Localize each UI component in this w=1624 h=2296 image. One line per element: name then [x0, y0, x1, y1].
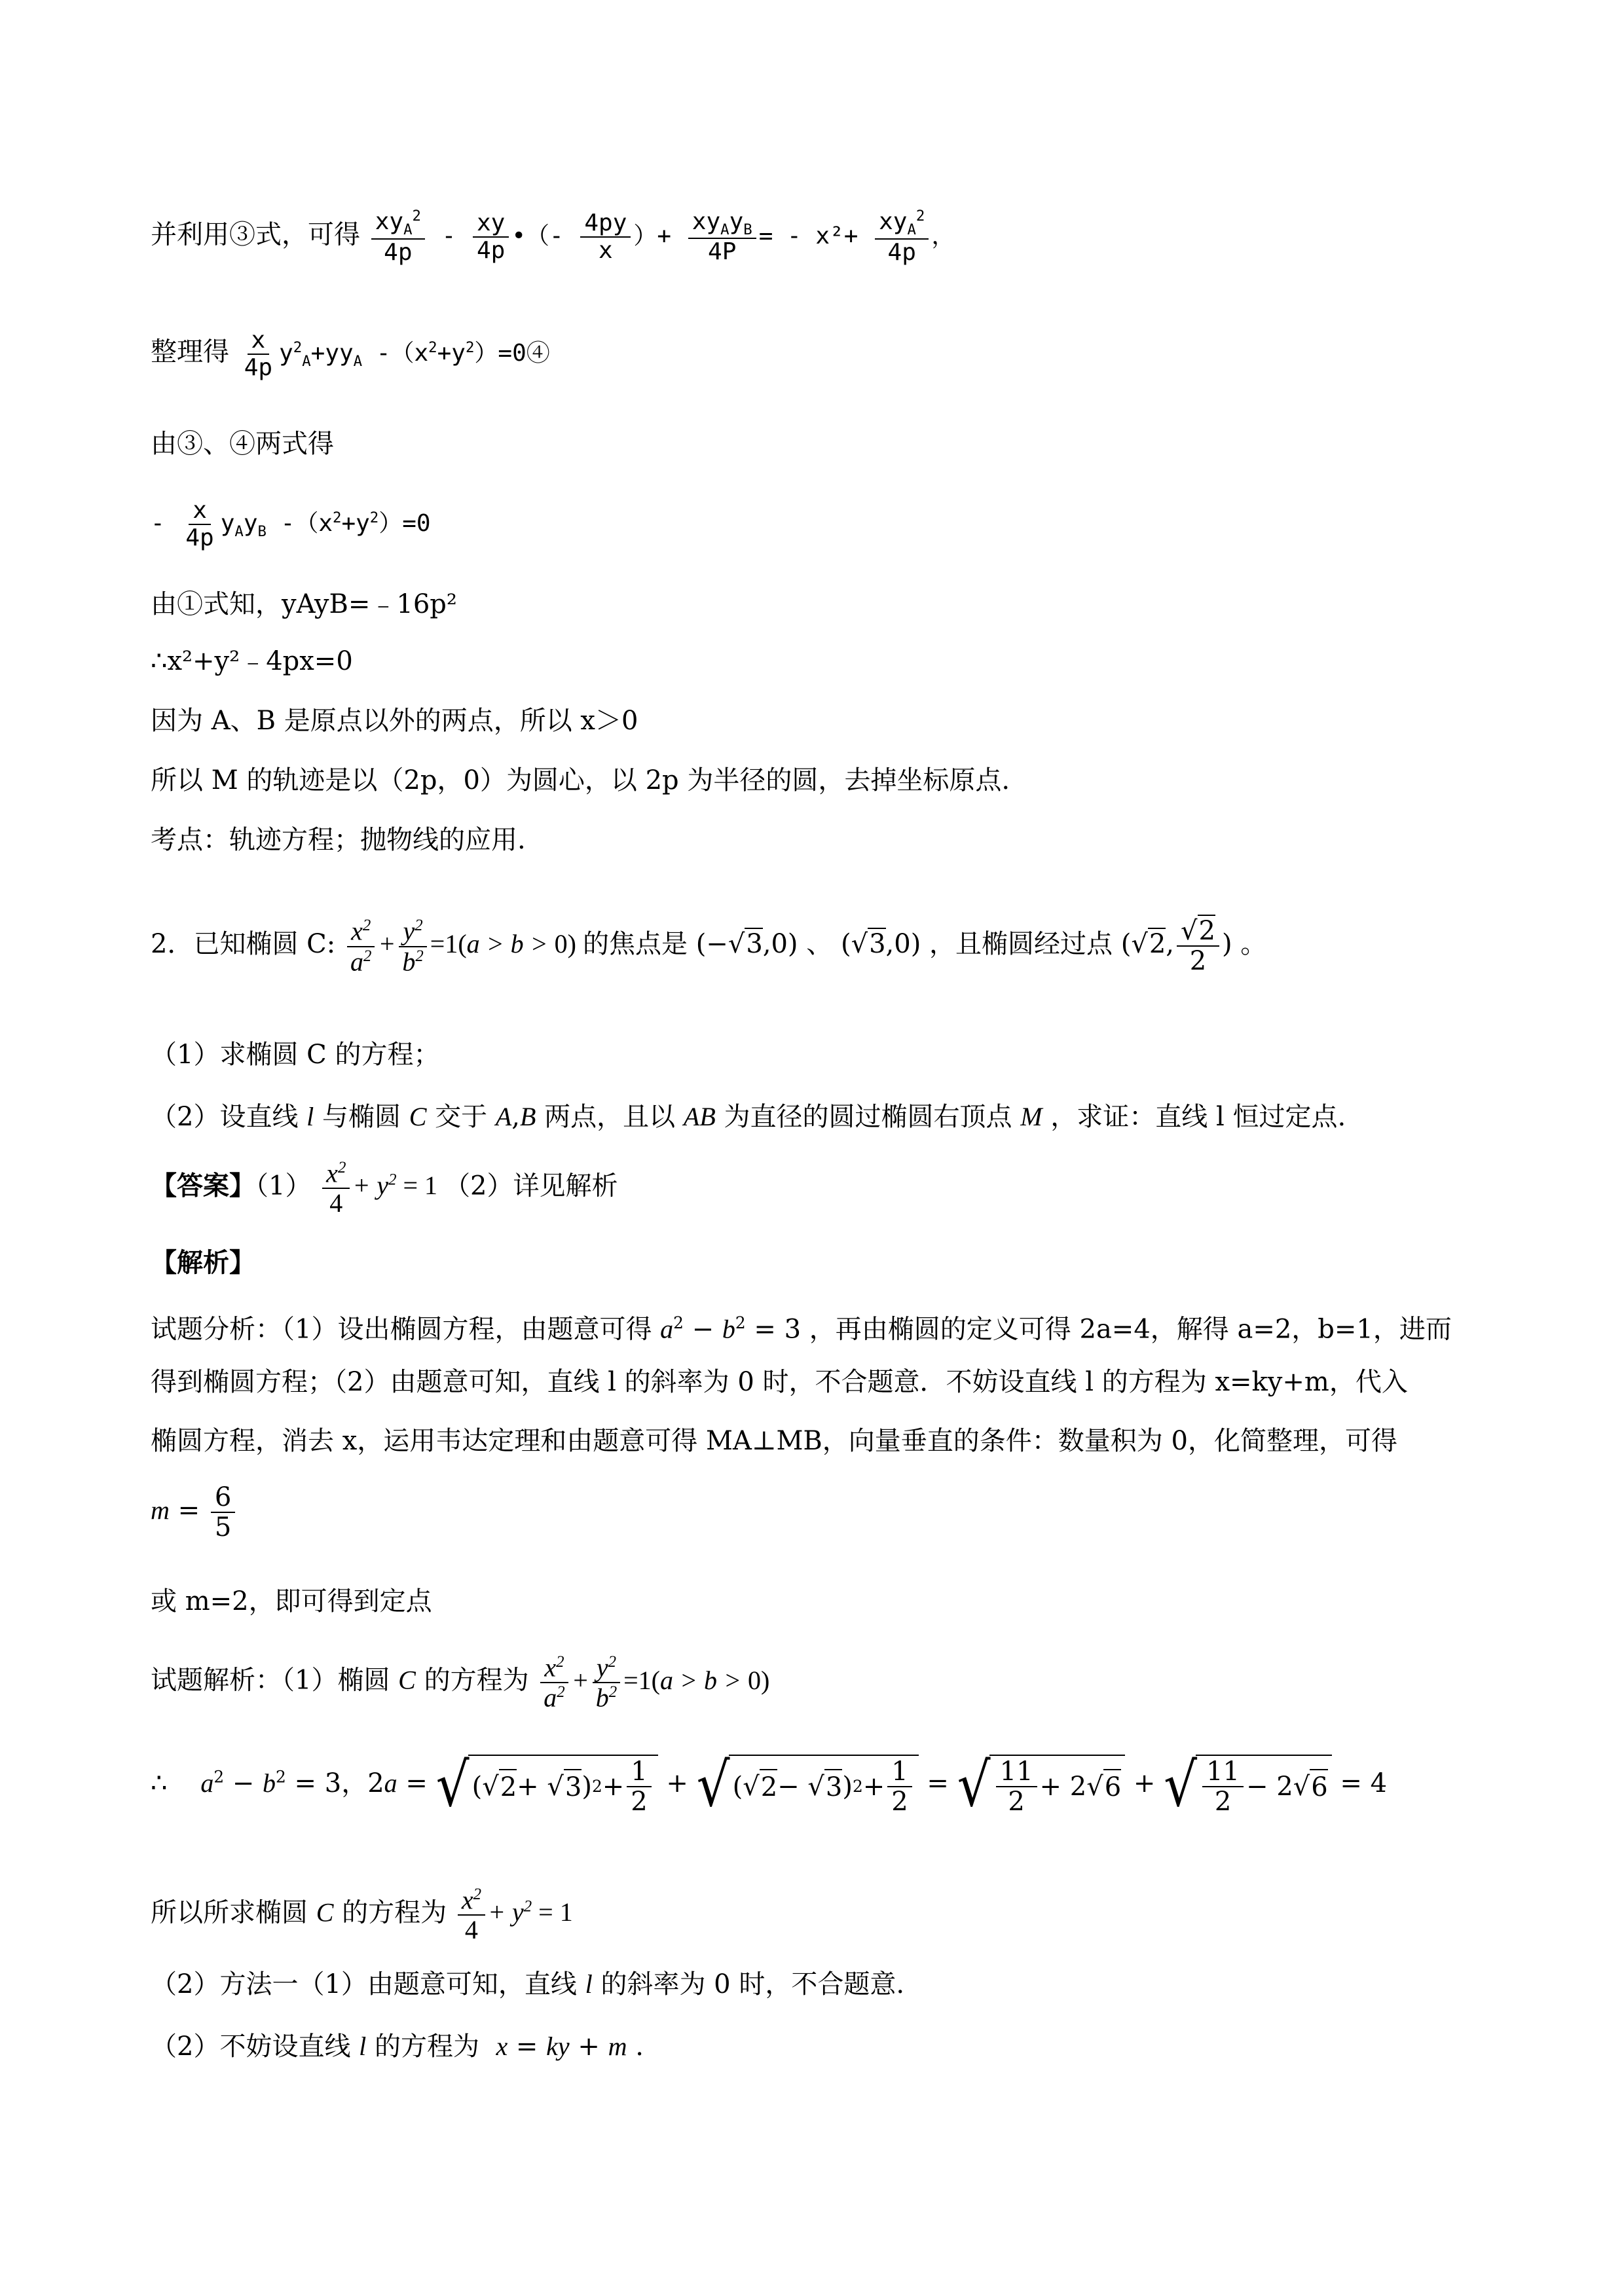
text-line: 由③、④两式得: [151, 429, 334, 459]
answer-label: 【答案】: [151, 1170, 255, 1201]
text: （2）不妨设直线: [151, 2032, 351, 2062]
text: 的方程为: [342, 1897, 447, 1928]
text: （2）详见解析: [444, 1171, 618, 1201]
text: 的斜率为 0 时，不合题意.: [600, 1969, 905, 1999]
solution-line-2: ∴ $a^2 - b^2 = 3$，2a = √ (√ 2 + √ 3 ) 2 + $\frac{1}{2}$ + √ (√ 2 − √ 3 ) 2 + $\frac{1}{2}$ = √ $\frac{11}{2}$ + 2√ 6 + √ $\frac{11}{2}$ − 2√ 6 = 4: [151, 1749, 1388, 1820]
text: ，再由椭圆的定义可得 2a=4，解得 a=2，b=1，进而: [809, 1314, 1452, 1345]
ellipse-equation: $\frac{x^2}{a^2}$ + $\frac{y^2}{b^2}$ =1(a > b > 0): [344, 929, 583, 958]
formula-image-3: - $\frac{x}{4p}$ $y_Ay_B$ $-(x^2+y^2)=0$: [151, 497, 431, 551]
text: 的方程为: [424, 1665, 529, 1696]
text-line: 由①式知，yAyB=﹣16p²: [151, 589, 457, 619]
derivation-line-4: [151, 498, 431, 551]
analysis-para-3: 椭圆方程，消去 x，运用韦达定理和由题意可得 MA⊥MB，向量垂直的条件：数量积为 0，化简整理，可得: [151, 1426, 1397, 1456]
text: 的焦点是: [582, 929, 688, 959]
text-line: 所以 M 的轨迹是以（2p，0）为圆心，以 2p 为半径的圆，去掉坐标原点.: [151, 765, 1010, 795]
text: 的方程为: [375, 2032, 480, 2062]
answer-equation: $\frac{x^2}{4}$ + $y^2 = 1$: [320, 1171, 444, 1200]
analysis-para-2: 得到椭圆方程；（2）由题意可知，直线 l 的斜率为 0 时，不合题意．不妨设直线 l 的方程为 x=ky+m，代入: [151, 1367, 1408, 1397]
text-line: 考点：轨迹方程；抛物线的应用.: [151, 825, 526, 855]
text: （1）: [255, 1171, 312, 1201]
text: 、: [806, 929, 833, 959]
text: 整理得: [151, 337, 229, 367]
problem-2-stem: [151, 917, 1266, 976]
text: ∴: [151, 1768, 168, 1798]
text: ，且椭圆经过点: [929, 929, 1113, 959]
text-line: 因为 A、B 是原点以外的两点，所以 x＞0: [151, 706, 638, 736]
text: ，求证：直线 l 恒过定点.: [1050, 1102, 1346, 1132]
derivation-line-1: [151, 208, 955, 265]
solution-line-5: （2）不妨设直线 l 的方程为 x = ky + m .: [151, 2032, 644, 2062]
formula-image-2: $\frac{x}{4p}$ $y^2_A+yy_A$ $-(x^2+y^2)=0④$: [244, 327, 550, 381]
solution-line-3: 所以所求椭圆 C 的方程为 $\frac{x^2}{4}$ + $y^2 = 1$: [151, 1885, 573, 1945]
derivation-line-2: [151, 327, 550, 380]
text: =0: [402, 509, 431, 537]
analysis-para-1: 试题分析：（1）设出椭圆方程，由题意可得 $a^2 - b^2 = 3$ ，再由椭圆的定义可得 2a=4，解得 a=2，b=1，进而: [151, 1313, 1452, 1345]
focus-2: (√3,0): [840, 929, 921, 959]
text: 两点，且以: [544, 1102, 676, 1132]
text-line: ∴x²+y²﹣4px=0: [151, 646, 353, 676]
text: 试题分析：（1）设出椭圆方程，由题意可得: [151, 1314, 652, 1345]
question-1: （1）求椭圆 C 的方程；: [151, 1040, 440, 1070]
analysis-title: 【解析】: [151, 1247, 255, 1278]
solution-line-4: （2）方法一（1）由题意可知，直线 l 的斜率为 0 时，不合题意.: [151, 1969, 905, 1999]
text: 试题解析：（1）椭圆: [151, 1665, 390, 1696]
text: （2）设直线: [151, 1102, 299, 1132]
text: 。: [1240, 929, 1267, 959]
text: 与椭圆: [322, 1102, 401, 1132]
analysis-para-4: m = $\frac{6}{5}$: [151, 1483, 238, 1542]
text: 交于: [435, 1102, 488, 1132]
text: 2．已知椭圆 C:: [151, 929, 336, 959]
focus-1: (−√3,0): [695, 929, 798, 959]
text: （2）方法一（1）由题意可知，直线: [151, 1969, 577, 1999]
text: =0④: [498, 339, 550, 367]
point-on-ellipse: (√2, $\frac{√2}{2}$ ): [1120, 916, 1232, 976]
text: 为直径的圆过椭圆右顶点: [724, 1102, 1012, 1132]
analysis-para-5: 或 m=2，即可得到定点: [151, 1586, 432, 1616]
text: 并利用③式，可得: [151, 219, 360, 250]
text: 所以所求椭圆: [151, 1897, 308, 1928]
formula-image-1: $\frac{xy_A^2}{4p}$ - $\frac{xy}{4p}$ •（- $\frac{4py}{x}$ ）+ $\frac{xy_Ay_B}{4P}$ = - x²+ $\frac{xy_A^2}{4p}$ ，: [369, 223, 955, 249]
answer-line: [151, 1159, 618, 1218]
question-2: （2）设直线 l 与椭圆 C 交于 A,B 两点，且以 AB 为直径的圆过椭圆右顶点 M ，求证：直线 l 恒过定点.: [151, 1102, 1346, 1132]
solution-line-1: 试题解析：（1）椭圆 C 的方程为 $\frac{x^2}{a^2}$ + $\frac{y^2}{b^2}$ =1(a > b > 0): [151, 1652, 770, 1713]
